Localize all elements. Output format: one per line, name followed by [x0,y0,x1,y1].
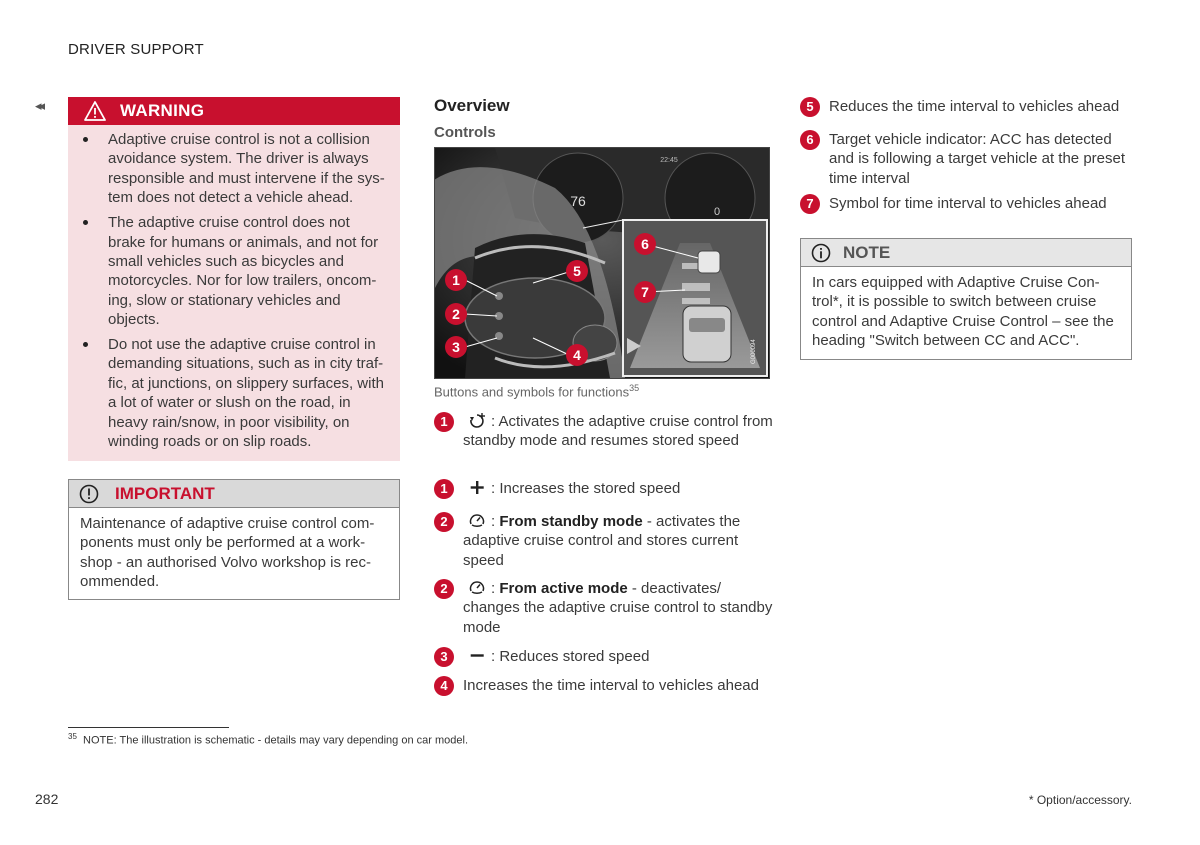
svg-text:2: 2 [452,306,460,322]
item-text: Reduces the time interval to vehicles ahead [829,98,1120,115]
important-title: IMPORTANT [115,483,215,503]
item-number: 1 [434,479,454,499]
svg-text:3: 3 [452,339,460,355]
callout-4 [566,344,588,366]
caption-text: Buttons and symbols for functions [434,384,630,400]
item-text: Symbol for time interval to vehicles ahead [829,195,1107,212]
callout-6 [634,233,656,255]
right-gauge-readout: 0 [713,206,721,218]
svg-text:1: 1 [452,272,460,288]
controls-subheading: Controls [434,124,496,141]
minus-icon [467,647,487,664]
footnote-divider [68,727,229,728]
section-title: DRIVER SUPPORT [68,41,204,58]
item-number: 2 [434,512,454,532]
caption-footnote-ref[interactable]: 35 [629,383,640,393]
list-item [434,676,774,695]
note-title: NOTE [843,242,891,262]
list-item [434,512,774,579]
item-text: : Reduces stored speed [491,648,650,665]
footnote-ref: 35 [68,732,77,741]
resume-icon [467,412,487,429]
note-box [800,238,1132,360]
item-number: 1 [434,412,454,432]
note-header [801,239,1131,267]
item-bold: From active mode [499,580,628,597]
callout-2 [445,303,467,325]
item-number: 7 [800,194,820,214]
item-number: 4 [434,676,454,696]
figure-caption [434,383,639,399]
cruise-control-icon [467,579,487,596]
controls-illustration [434,147,770,379]
list-item [800,194,1140,213]
list-item [800,130,1140,194]
note-text: In cars equipped with Adaptive Cruise Con-trol*, it is possible to switch between cruise control and Adaptive Cruise Control – see the heading "Switch between CC and ACC". [812,274,1114,350]
overview-heading: Overview [434,96,510,115]
warning-list [68,130,400,457]
list-item [434,647,774,676]
important-box [68,479,400,600]
warning-header [68,97,400,125]
item-number: 2 [434,579,454,599]
callout-7 [634,281,656,303]
double-left-arrow-icon[interactable]: ◂◂ [35,98,43,113]
image-code: G000094 [751,339,757,364]
svg-text:7: 7 [641,284,649,300]
plus-icon [467,479,487,496]
item-number: 5 [800,97,820,117]
item-text: - activates the adaptive cruise control and stores current speed [463,513,741,569]
list-item [434,579,774,647]
item-text: : Increases the stored speed [491,480,681,497]
list-item [800,97,1140,130]
option-accessory-note: * Option/accessory. [1028,793,1132,807]
warning-bullet-text: The adaptive cruise control does not brake for humans or animals, and not for small vehicles such as bicycles and motorcycles. Nor for low trailers, oncom-ing, slow or stationary vehicles and objects. [108,214,379,329]
item-prefix: : [491,513,500,530]
warning-bullet-text: Adaptive cruise control is not a collision avoidance system. The driver is always responsible and must intervene if the sys-tem does not detect a vehicle ahead. [108,131,385,207]
item-number: 6 [800,130,820,150]
indicator-list [800,97,1140,213]
warning-box [68,97,400,461]
control-list [434,412,774,695]
callout-3 [445,336,467,358]
bullet-dot [83,220,88,225]
item-number: 3 [434,647,454,667]
warning-bullet-text: Do not use the adaptive cruise control in demanding situations, such as in city traf-fic, at junctions, on slippery surfaces, with a lot of water or slush on the road, in heavy rain/snow, in poor visibility, on winding roads or on slip roads. [108,336,384,451]
item-bold: From standby mode [499,513,643,530]
important-text: Maintenance of adaptive cruise control com-ponents must only be performed at a work-shop - an authorised Volvo workshop is rec-ommended. [80,515,375,591]
item-prefix: : [491,580,500,597]
page-number: 282 [35,791,59,807]
warning-bullet [68,335,400,451]
footnote-text: NOTE: The illustration is schematic - details may vary depending on car model. [83,734,468,747]
bullet-dot [83,342,88,347]
svg-text:4: 4 [573,347,581,363]
steering-wheel-illustration [435,148,769,378]
important-header [69,480,399,508]
item-text: Target vehicle indicator: ACC has detected and is following a target vehicle at the preset time interval [829,131,1126,187]
svg-text:5: 5 [573,263,581,279]
warning-bullet [68,130,400,208]
warning-title: WARNING [120,101,205,120]
bullet-dot [83,137,88,142]
list-item [434,479,774,512]
svg-text:6: 6 [641,236,649,252]
exclamation-circle-icon [79,484,99,504]
item-text: Increases the time interval to vehicles ahead [463,677,759,694]
list-item [434,412,774,479]
info-circle-icon [811,243,831,263]
speed-readout: 76 [570,193,586,209]
item-text: : Activates the adaptive cruise control from standby mode and resumes stored speed [463,413,773,450]
warning-triangle-icon [84,101,106,121]
footnote [68,732,468,747]
clock-readout: 22:45 [660,157,678,164]
warning-bullet [68,213,400,329]
cruise-control-icon [467,512,487,529]
item-text: - deactivates/ changes the adaptive cruise control to standby mode [463,580,773,636]
callout-5 [566,260,588,282]
callout-1 [445,269,467,291]
